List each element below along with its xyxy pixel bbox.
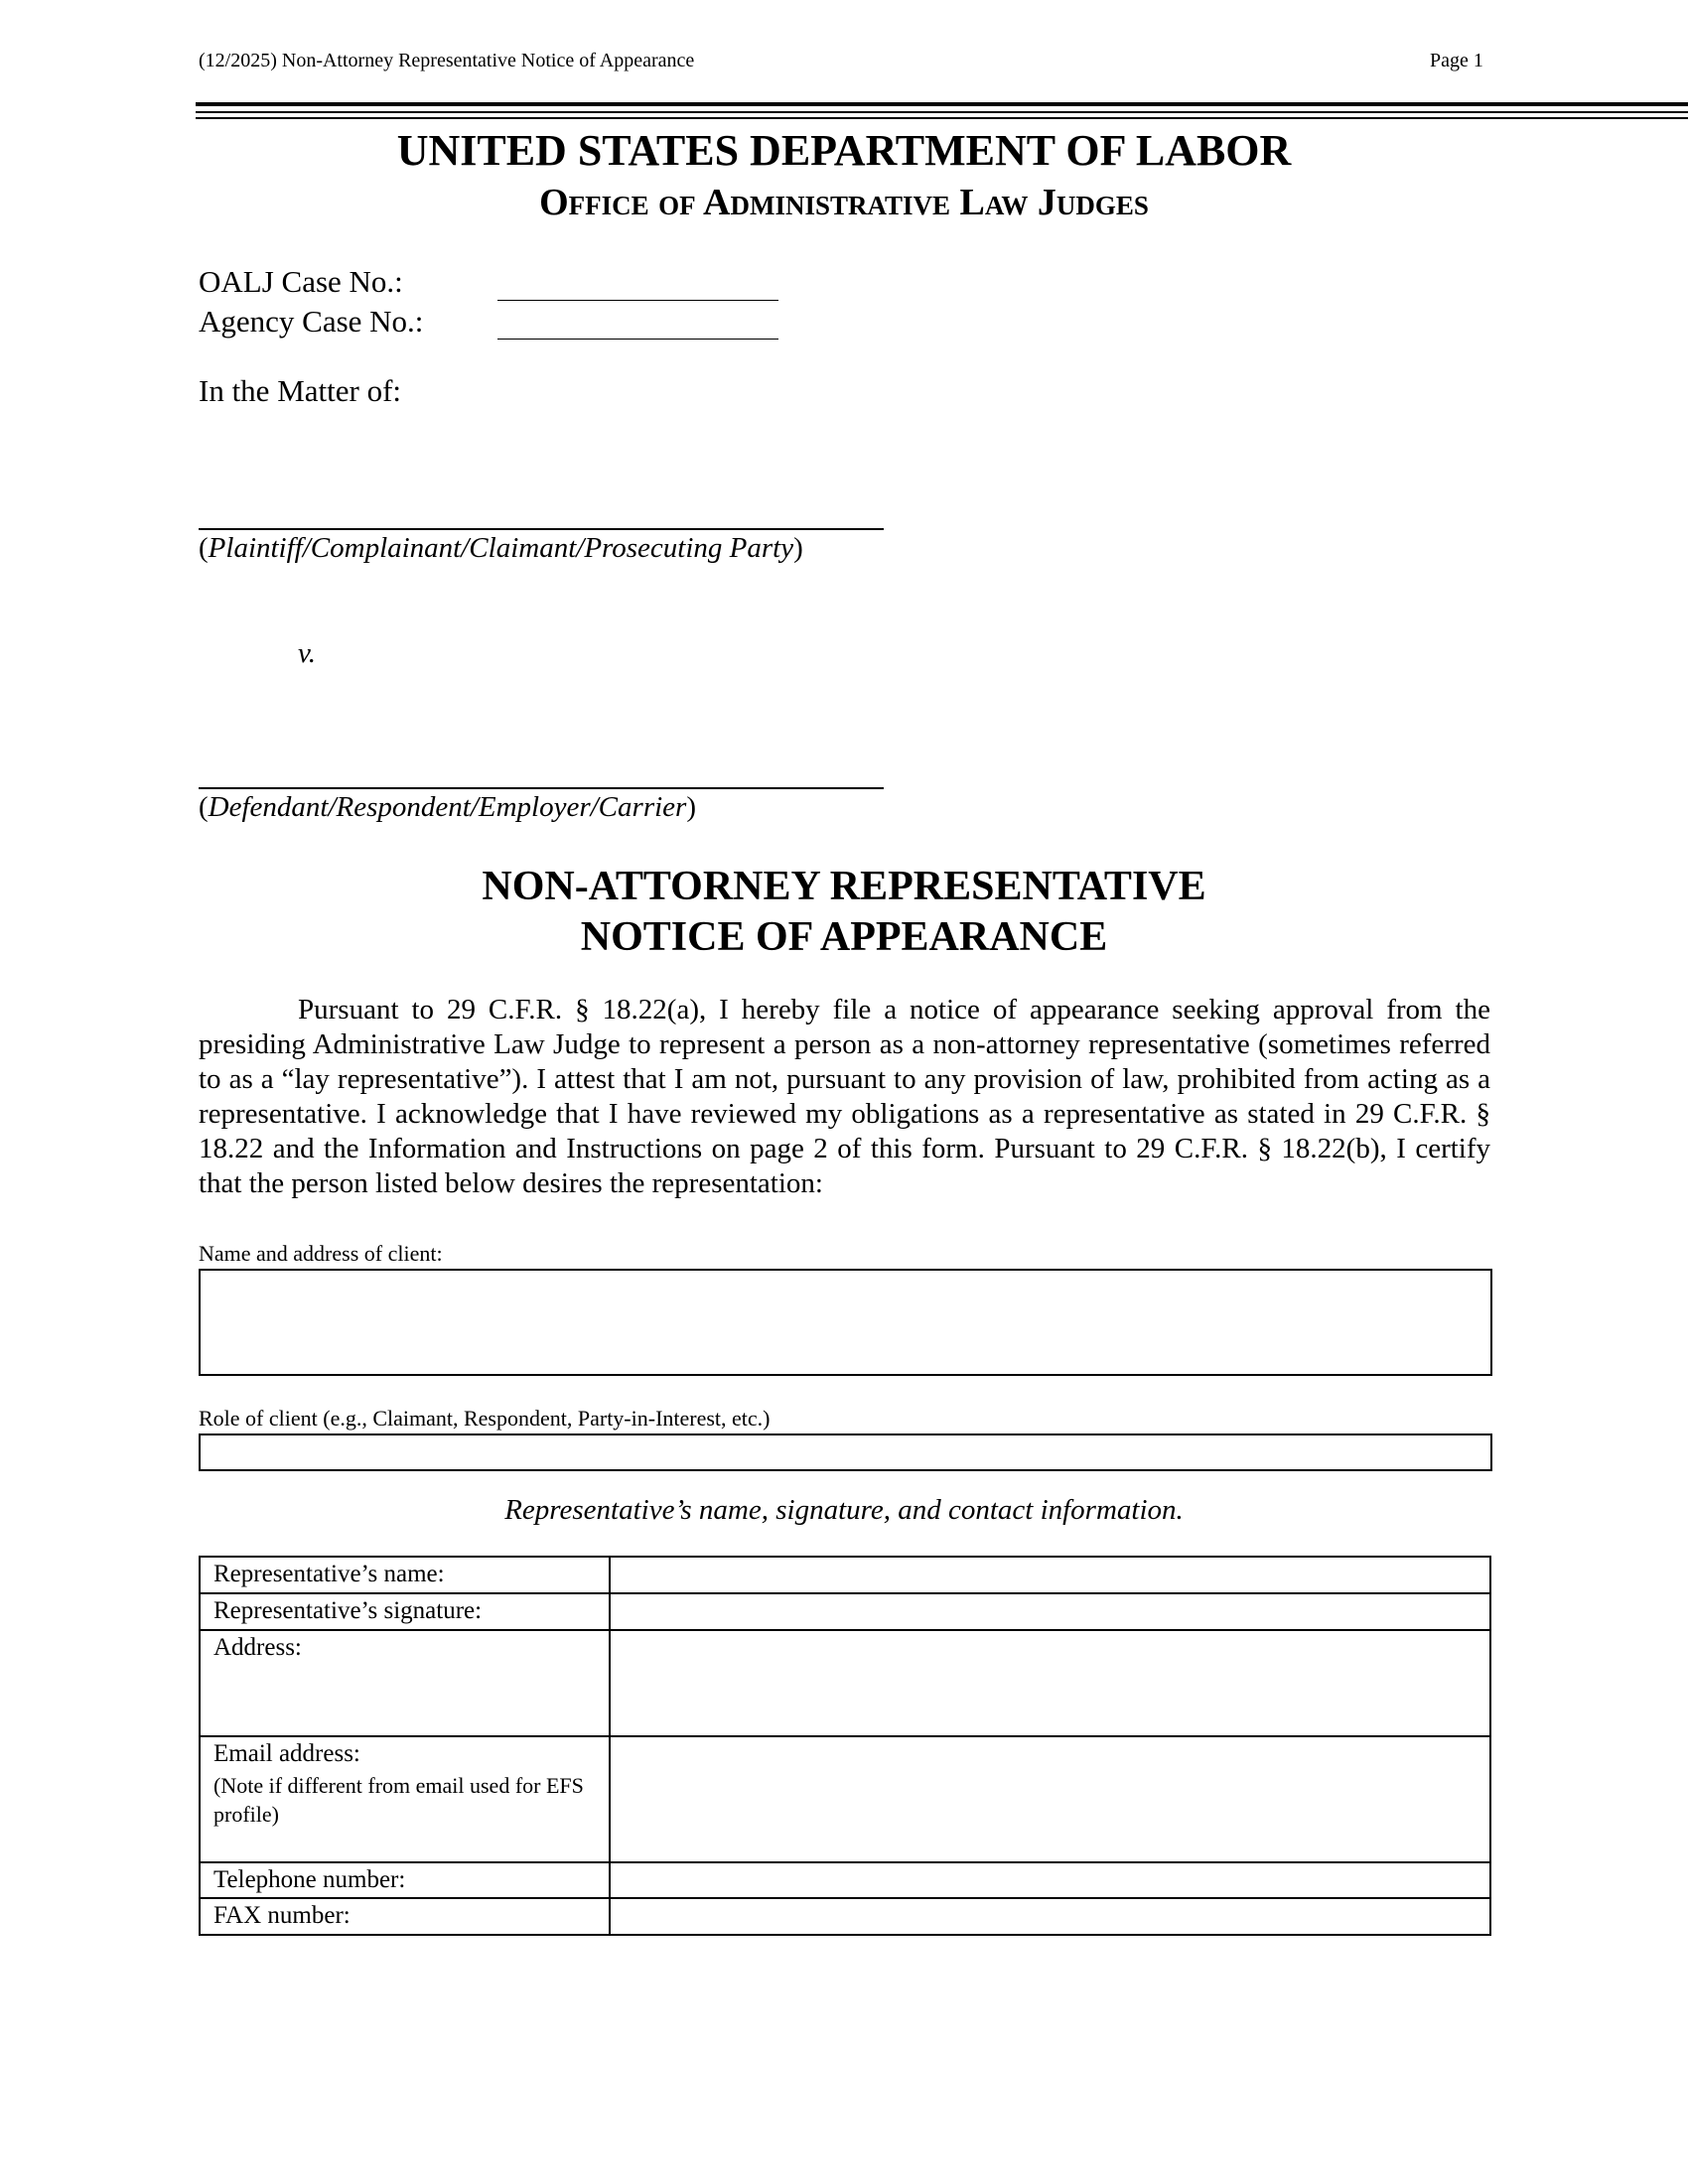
department-title: UNITED STATES DEPARTMENT OF LABOR <box>396 126 1292 175</box>
rep-email-note: (Note if different from email used for EFS profile) <box>213 1773 584 1827</box>
plaintiff-field[interactable] <box>199 528 884 530</box>
defendant-field[interactable] <box>199 787 884 789</box>
agency-case-label: Agency Case No.: <box>199 304 424 339</box>
rep-signature-field[interactable] <box>610 1593 1490 1630</box>
header-rule-thin <box>196 111 1688 113</box>
rep-phone-label: Telephone number: <box>200 1862 610 1898</box>
rep-address-field[interactable] <box>610 1630 1490 1736</box>
defendant-label-text: Defendant/Respondent/Employer/Carrier <box>208 791 687 823</box>
matter-label: In the Matter of: <box>199 373 402 408</box>
representative-caption: Representative’s name, signature, and contact information. <box>504 1494 1184 1526</box>
rep-email-field[interactable] <box>610 1736 1490 1862</box>
client-name-address-field[interactable] <box>199 1269 1492 1376</box>
client-role-field[interactable] <box>199 1433 1492 1471</box>
notice-title <box>0 862 1688 963</box>
rep-signature-label: Representative’s signature: <box>200 1593 610 1630</box>
agency-case-field[interactable] <box>497 339 778 340</box>
versus-label: v. <box>298 637 316 669</box>
client-name-label: Name and address of client: <box>199 1241 443 1266</box>
rep-phone-field[interactable] <box>610 1862 1490 1898</box>
representative-info-table <box>199 1556 1491 1936</box>
notice-paragraph: Pursuant to 29 C.F.R. § 18.22(a), I hereby file a notice of appearance seeking approval from the presiding Administrative Law Judge to represent a person as a non-attorney representative (sometimes referred to as a “lay representative”). I attest that I am not, pursuant to any provision of law, prohibited from acting as a representative. I acknowledge that I have reviewed my obligations as a representative as stated in 29 C.F.R. § 18.22 and the Information and Instructions on page 2 of this form. Pursuant to 29 C.F.R. § 18.22(b), I certify that the person listed below desires the representation: <box>199 994 1490 1199</box>
rep-fax-field[interactable] <box>610 1898 1490 1935</box>
defendant-label: (Defendant/Respondent/Employer/Carrier) <box>199 791 696 823</box>
table-row <box>200 1736 1490 1862</box>
notice-title-line1: NON-ATTORNEY REPRESENTATIVE <box>482 864 1206 909</box>
client-role-label: Role of client (e.g., Claimant, Respondent, Party-in-Interest, etc.) <box>199 1406 771 1431</box>
rep-email-label-cell <box>200 1736 610 1862</box>
table-row <box>200 1557 1490 1593</box>
rep-address-label: Address: <box>200 1630 610 1736</box>
header-rule-thick <box>196 102 1688 106</box>
page-header-title: (12/2025) Non-Attorney Representative Notice of Appearance <box>199 50 695 71</box>
table-row <box>200 1862 1490 1898</box>
rep-email-label: Email address: <box>213 1740 360 1767</box>
notice-title-line2: NOTICE OF APPEARANCE <box>580 914 1108 960</box>
rep-name-label: Representative’s name: <box>200 1557 610 1593</box>
plaintiff-label: (Plaintiff/Complainant/Claimant/Prosecuting Party) <box>199 532 803 564</box>
oalj-case-label: OALJ Case No.: <box>199 264 403 299</box>
oalj-case-field[interactable] <box>497 300 778 301</box>
plaintiff-label-text: Plaintiff/Complainant/Claimant/Prosecuting Party <box>208 532 794 564</box>
rep-fax-label: FAX number: <box>200 1898 610 1935</box>
table-row <box>200 1593 1490 1630</box>
office-title: Office of Administrative Law Judges <box>539 182 1149 223</box>
header-rule-thin-lower <box>196 117 1688 119</box>
table-row <box>200 1630 1490 1736</box>
rep-name-field[interactable] <box>610 1557 1490 1593</box>
page-number: Page 1 <box>1430 50 1483 71</box>
table-row <box>200 1898 1490 1935</box>
